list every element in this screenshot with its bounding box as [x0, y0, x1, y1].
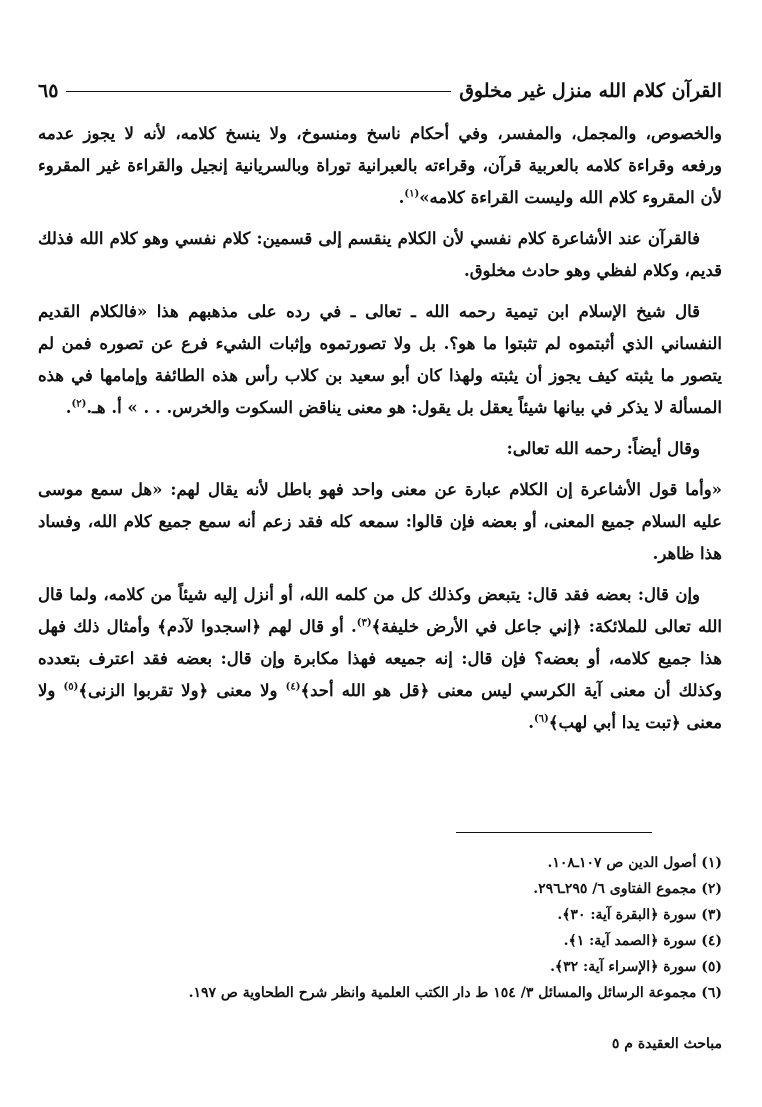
paragraph: «وأما قول الأشاعرة إن الكلام عبارة عن معنى واحد فهو باطل لأنه يقال لهم: «هل سمع موسى عليه السلام جميع المعنى، أو بعضه فإن قالوا: سمعه كله فقد زعم أنه سمع جميع كلام الله، وفساد هذا ظاهر. — [38, 480, 722, 563]
footnote-separator — [456, 832, 652, 833]
footnote: (٣) سورة ﴿البقرة آية: ٣٠﴾. — [557, 907, 722, 923]
footnote-ref: (٦) — [533, 713, 549, 725]
footnote: (٦) مجموعة الرسائل والمسائل ٣/ ١٥٤ ط دار الكتب العلمية وانظر شرح الطحاوية ص ١٩٧. — [188, 985, 722, 1001]
footnote: (٢) مجموع الفتاوى ٦/ ٢٩٥ـ٢٩٦. — [533, 881, 722, 897]
footnote: (٥) سورة ﴿الإسراء آية: ٣٢﴾. — [550, 959, 722, 975]
paragraph: والخصوص، والمجمل، والمفسر، وفي أحكام ناسخ ومنسوخ، ولا ينسخ كلامه، لأنه لا يجوز عدمه ورفعه وقراءة كلامه بالعربية قرآن، وقراءته بالعبرانية توراة وبالسريانية إنجيل والقراءة غير المقروء لأن المقروء كلام الله وليست القراءة كلامه»$^{(١)}$. — [38, 124, 722, 207]
footnotes — [38, 850, 722, 1006]
main-text — [38, 118, 722, 748]
footnote-ref: (٢) — [71, 398, 87, 410]
footnote: (١) أصول الدين ص ١٠٧ـ١٠٨. — [547, 855, 722, 871]
page-number: ٦٥ — [38, 80, 59, 102]
running-header — [38, 74, 722, 108]
paragraph: وإن قال: بعضه فقد قال: يتبعض وكذلك كل من كلمه الله، أو أنزل إليه شيئاً من كلامه، ولما قال الله تعالى للملائكة: ﴿إني جاعل في الأرض خليفة﴾$^{(٣)}$. أو قال لهم ﴿اسجدوا لآدم﴾ وأمثال ذلك فهل هذا جميع كلامه، أو بعضه؟ فإن قال: إنه جميعه فهذا مكابرة وإن قال: بعضه فقد اعترف بتعدده وكذلك أن معنى آية الكرسي ليس معنى ﴿قل هو الله أحد﴾$^{(٤)}$ ولا معنى ﴿ولا تقربوا الزنى﴾$^{(٥)}$ ولا معنى ﴿تبت يدا أبي لهب﴾$^{(٦)}$. — [38, 585, 722, 732]
header-rule — [66, 91, 451, 92]
paragraph: فالقرآن عند الأشاعرة كلام نفسي لأن الكلام ينقسم إلى قسمين: كلام نفسي وهو كلام الله فذلك قديم، وكلام لفظي وهو حادث مخلوق. — [38, 229, 722, 280]
header-title: القرآن كلام الله منزل غير مخلوق — [459, 80, 722, 102]
footnote: (٤) سورة ﴿الصمد آية: ١﴾. — [563, 933, 722, 949]
footnote-ref: (٤) — [285, 681, 301, 693]
footnote-ref: (١) — [404, 188, 420, 200]
footnote-ref: (٣) — [356, 617, 372, 629]
footnote-ref: (٥) — [63, 681, 79, 693]
paragraph: وقال أيضاً: رحمه الله تعالى: — [506, 439, 700, 458]
paragraph: قال شيخ الإسلام ابن تيمية رحمه الله ـ تعالى ـ في رده على مذهبهم هذا «فالكلام القديم النفساني الذي أثبتموه لم تثبتوا ما هو؟. بل ولا تصورتموه وإثبات الشيء فرع عن تصوره فمن لم يتصور ما يثبته كيف يجوز أن يثبته ولهذا كان أبو سعيد بن كلاب رأس هذه الطائفة وإمامها في هذه المسألة لا يذكر في بيانها شيئاً يعقل بل يقول: هو معنى يناقض السكوت والخرس. . . » أ. هـ.$^{(٢)}$. — [38, 302, 722, 417]
signature-mark: مباحث العقيدة م ٥ — [611, 1036, 722, 1052]
